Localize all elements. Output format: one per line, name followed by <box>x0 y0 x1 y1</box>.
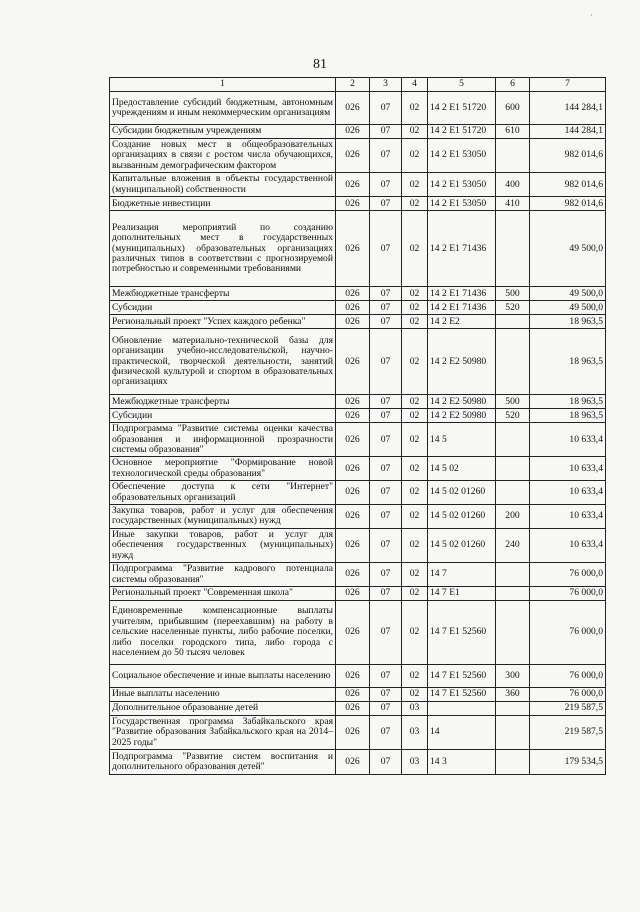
row-ved-cell: 026 <box>336 505 370 529</box>
row-name-cell: Единовременные компенсационные выплаты учителям, прибывшим (переехавшим) на работу в сельские населенные пункты, либо рабочие поселки, либо поселки городского типа, либо города с населением до 50 тысяч человек <box>110 600 336 664</box>
row-pr-cell: 02 <box>402 92 428 125</box>
row-rz-cell: 07 <box>370 409 402 423</box>
row-vr-cell <box>496 600 530 664</box>
row-rz-cell: 07 <box>370 395 402 409</box>
row-pr-cell: 02 <box>402 528 428 562</box>
row-ved-cell: 026 <box>336 139 370 173</box>
row-name-cell: Подпрограмма "Развитие систем воспитания и дополнительного образования детей" <box>110 750 336 775</box>
row-sum-cell: 10 633,4 <box>530 457 606 481</box>
row-vr-cell <box>496 701 530 715</box>
row-name-cell: Предоставление субсидий бюджетным, автономным учреждениям и иным некоммерческим организациям <box>110 92 336 125</box>
table-row <box>110 287 606 301</box>
column-header: 3 <box>370 78 402 92</box>
row-pr-cell: 02 <box>402 481 428 505</box>
row-ved-cell: 026 <box>336 600 370 664</box>
table-row <box>110 457 606 481</box>
row-vr-cell <box>496 715 530 749</box>
row-rz-cell: 07 <box>370 125 402 139</box>
row-name-cell: Капитальные вложения в объекты государственной (муниципальной) собственности <box>110 173 336 197</box>
row-sum-cell: 76 000,0 <box>530 586 606 600</box>
row-vr-cell <box>496 211 530 287</box>
table-row <box>110 687 606 701</box>
table-row <box>110 600 606 664</box>
row-rz-cell: 07 <box>370 329 402 395</box>
table-row <box>110 750 606 775</box>
row-rz-cell: 07 <box>370 197 402 211</box>
row-rz-cell: 07 <box>370 701 402 715</box>
row-rz-cell: 07 <box>370 687 402 701</box>
row-csr-cell: 14 <box>428 715 496 749</box>
row-sum-cell: 76 000,0 <box>530 687 606 701</box>
row-rz-cell: 07 <box>370 139 402 173</box>
row-name-cell: Создание новых мест в общеобразовательных организациях в связи с ростом числа обучающихся, вызванным демографическим фактором <box>110 139 336 173</box>
row-rz-cell: 07 <box>370 315 402 329</box>
table-row <box>110 423 606 457</box>
row-ved-cell: 026 <box>336 528 370 562</box>
row-name-cell: Субсидии <box>110 409 336 423</box>
row-ved-cell: 026 <box>336 750 370 775</box>
row-csr-cell: 14 3 <box>428 750 496 775</box>
row-name-cell: Государственная программа Забайкальского края "Развитие образования Забайкальского края на 2014–2025 годы" <box>110 715 336 749</box>
row-pr-cell: 02 <box>402 173 428 197</box>
table-row <box>110 315 606 329</box>
row-ved-cell: 026 <box>336 211 370 287</box>
table-row <box>110 139 606 173</box>
row-ved-cell: 026 <box>336 715 370 749</box>
row-csr-cell: 14 7 E1 52560 <box>428 687 496 701</box>
row-rz-cell: 07 <box>370 173 402 197</box>
row-vr-cell: 500 <box>496 287 530 301</box>
row-csr-cell: 14 2 E2 50980 <box>428 409 496 423</box>
row-pr-cell: 02 <box>402 395 428 409</box>
row-name-cell: Межбюджетные трансферты <box>110 287 336 301</box>
row-sum-cell: 982 014,6 <box>530 139 606 173</box>
row-vr-cell: 600 <box>496 92 530 125</box>
row-csr-cell: 14 5 02 01260 <box>428 505 496 529</box>
row-vr-cell <box>496 481 530 505</box>
row-pr-cell: 02 <box>402 457 428 481</box>
row-rz-cell: 07 <box>370 528 402 562</box>
table-row <box>110 409 606 423</box>
row-sum-cell: 49 500,0 <box>530 301 606 315</box>
row-pr-cell: 02 <box>402 586 428 600</box>
row-name-cell: Иные закупки товаров, работ и услуг для обеспечения государственных (муниципальных) нужд <box>110 528 336 562</box>
row-ved-cell: 026 <box>336 329 370 395</box>
column-header: 2 <box>336 78 370 92</box>
row-csr-cell: 14 2 E1 53050 <box>428 173 496 197</box>
row-sum-cell: 76 000,0 <box>530 664 606 687</box>
row-name-cell: Бюджетные инвестиции <box>110 197 336 211</box>
row-pr-cell: 03 <box>402 701 428 715</box>
row-sum-cell: 10 633,4 <box>530 505 606 529</box>
row-sum-cell: 219 587,5 <box>530 715 606 749</box>
row-rz-cell: 07 <box>370 481 402 505</box>
row-ved-cell: 026 <box>336 701 370 715</box>
row-rz-cell: 07 <box>370 600 402 664</box>
row-rz-cell: 07 <box>370 664 402 687</box>
row-pr-cell: 02 <box>402 197 428 211</box>
row-csr-cell: 14 2 E2 50980 <box>428 329 496 395</box>
row-ved-cell: 026 <box>336 125 370 139</box>
row-csr-cell: 14 7 <box>428 563 496 587</box>
row-sum-cell: 18 963,5 <box>530 315 606 329</box>
table-row <box>110 481 606 505</box>
row-ved-cell: 026 <box>336 173 370 197</box>
row-csr-cell: 14 2 E1 71436 <box>428 211 496 287</box>
row-sum-cell: 49 500,0 <box>530 211 606 287</box>
row-pr-cell: 02 <box>402 563 428 587</box>
row-vr-cell <box>496 315 530 329</box>
page-number: 81 <box>313 57 327 72</box>
table-row <box>110 528 606 562</box>
row-csr-cell: 14 2 E2 50980 <box>428 395 496 409</box>
row-rz-cell: 07 <box>370 563 402 587</box>
table-row <box>110 125 606 139</box>
row-ved-cell: 026 <box>336 287 370 301</box>
row-sum-cell: 18 963,5 <box>530 329 606 395</box>
row-pr-cell: 03 <box>402 715 428 749</box>
row-vr-cell: 520 <box>496 409 530 423</box>
row-pr-cell: 02 <box>402 301 428 315</box>
row-sum-cell: 219 587,5 <box>530 701 606 715</box>
row-sum-cell: 982 014,6 <box>530 173 606 197</box>
table-row <box>110 211 606 287</box>
row-name-cell: Подпрограмма "Развитие системы оценки качества образования и информационной прозрачности системы образования" <box>110 423 336 457</box>
row-vr-cell <box>496 139 530 173</box>
row-csr-cell: 14 7 E1 52560 <box>428 600 496 664</box>
row-ved-cell: 026 <box>336 395 370 409</box>
row-ved-cell: 026 <box>336 301 370 315</box>
corner-mark: · <box>590 10 593 20</box>
column-header: 7 <box>530 78 606 92</box>
row-csr-cell <box>428 701 496 715</box>
row-csr-cell: 14 5 02 <box>428 457 496 481</box>
row-pr-cell: 02 <box>402 139 428 173</box>
table-row <box>110 395 606 409</box>
row-vr-cell <box>496 457 530 481</box>
row-name-cell: Региональный проект "Успех каждого ребенка" <box>110 315 336 329</box>
row-rz-cell: 07 <box>370 211 402 287</box>
row-csr-cell: 14 5 02 01260 <box>428 481 496 505</box>
row-name-cell: Субсидии бюджетным учреждениям <box>110 125 336 139</box>
row-ved-cell: 026 <box>336 457 370 481</box>
row-csr-cell: 14 7 E1 <box>428 586 496 600</box>
row-pr-cell: 02 <box>402 125 428 139</box>
row-rz-cell: 07 <box>370 423 402 457</box>
row-name-cell: Закупка товаров, работ и услуг для обеспечения государственных (муниципальных) нужд <box>110 505 336 529</box>
row-name-cell: Основное мероприятие "Формирование новой технологической среды образования" <box>110 457 336 481</box>
row-ved-cell: 026 <box>336 423 370 457</box>
row-pr-cell: 02 <box>402 600 428 664</box>
row-ved-cell: 026 <box>336 409 370 423</box>
row-vr-cell: 610 <box>496 125 530 139</box>
header-row <box>110 78 606 92</box>
column-header: 5 <box>428 78 496 92</box>
row-ved-cell: 026 <box>336 92 370 125</box>
row-csr-cell: 14 2 E1 53050 <box>428 197 496 211</box>
row-vr-cell: 300 <box>496 664 530 687</box>
table-row <box>110 563 606 587</box>
row-name-cell: Субсидии <box>110 301 336 315</box>
table-row <box>110 173 606 197</box>
row-pr-cell: 02 <box>402 329 428 395</box>
table-row <box>110 505 606 529</box>
row-rz-cell: 07 <box>370 505 402 529</box>
row-csr-cell: 14 5 02 01260 <box>428 528 496 562</box>
row-sum-cell: 18 963,5 <box>530 395 606 409</box>
row-csr-cell: 14 2 E1 53050 <box>428 139 496 173</box>
row-sum-cell: 49 500,0 <box>530 287 606 301</box>
row-name-cell: Подпрограмма "Развитие кадрового потенциала системы образования" <box>110 563 336 587</box>
row-vr-cell: 500 <box>496 395 530 409</box>
row-ved-cell: 026 <box>336 586 370 600</box>
column-header: 6 <box>496 78 530 92</box>
row-vr-cell <box>496 750 530 775</box>
row-ved-cell: 026 <box>336 315 370 329</box>
row-name-cell: Обновление материально-технической базы для организации учебно-исследовательской, научно-практической, творческой деятельности, занятий физической культурой и спортом в образовательных организациях <box>110 329 336 395</box>
row-pr-cell: 02 <box>402 315 428 329</box>
row-vr-cell: 240 <box>496 528 530 562</box>
table-row <box>110 701 606 715</box>
row-sum-cell: 18 963,5 <box>530 409 606 423</box>
row-vr-cell <box>496 423 530 457</box>
row-rz-cell: 07 <box>370 457 402 481</box>
row-name-cell: Обеспечение доступа к сети "Интернет" образовательных организаций <box>110 481 336 505</box>
row-csr-cell: 14 5 <box>428 423 496 457</box>
row-ved-cell: 026 <box>336 563 370 587</box>
row-vr-cell <box>496 329 530 395</box>
row-sum-cell: 10 633,4 <box>530 423 606 457</box>
row-csr-cell: 14 7 E1 52560 <box>428 664 496 687</box>
row-vr-cell <box>496 586 530 600</box>
row-vr-cell: 400 <box>496 173 530 197</box>
row-sum-cell: 76 000,0 <box>530 600 606 664</box>
row-pr-cell: 02 <box>402 687 428 701</box>
row-csr-cell: 14 2 E1 51720 <box>428 92 496 125</box>
row-name-cell: Иные выплаты населению <box>110 687 336 701</box>
row-pr-cell: 03 <box>402 750 428 775</box>
row-sum-cell: 76 000,0 <box>530 563 606 587</box>
row-rz-cell: 07 <box>370 287 402 301</box>
row-sum-cell: 10 633,4 <box>530 528 606 562</box>
row-sum-cell: 179 534,5 <box>530 750 606 775</box>
row-name-cell: Социальное обеспечение и иные выплаты населению <box>110 664 336 687</box>
row-sum-cell: 144 284,1 <box>530 92 606 125</box>
row-sum-cell: 10 633,4 <box>530 481 606 505</box>
row-ved-cell: 026 <box>336 481 370 505</box>
row-csr-cell: 14 2 E1 51720 <box>428 125 496 139</box>
row-name-cell: Дополнительное образование детей <box>110 701 336 715</box>
row-pr-cell: 02 <box>402 423 428 457</box>
table-row <box>110 197 606 211</box>
row-sum-cell: 982 014,6 <box>530 197 606 211</box>
row-name-cell: Региональный проект "Современная школа" <box>110 586 336 600</box>
table-row <box>110 664 606 687</box>
row-ved-cell: 026 <box>336 197 370 211</box>
row-pr-cell: 02 <box>402 287 428 301</box>
row-vr-cell: 360 <box>496 687 530 701</box>
table-row <box>110 715 606 749</box>
row-ved-cell: 026 <box>336 664 370 687</box>
row-vr-cell <box>496 563 530 587</box>
row-pr-cell: 02 <box>402 505 428 529</box>
row-vr-cell: 200 <box>496 505 530 529</box>
row-vr-cell: 520 <box>496 301 530 315</box>
row-vr-cell: 410 <box>496 197 530 211</box>
row-ved-cell: 026 <box>336 687 370 701</box>
row-pr-cell: 02 <box>402 664 428 687</box>
row-rz-cell: 07 <box>370 586 402 600</box>
row-pr-cell: 02 <box>402 211 428 287</box>
row-csr-cell: 14 2 E1 71436 <box>428 287 496 301</box>
table-row <box>110 301 606 315</box>
row-pr-cell: 02 <box>402 409 428 423</box>
row-rz-cell: 07 <box>370 715 402 749</box>
table-row <box>110 586 606 600</box>
row-sum-cell: 144 284,1 <box>530 125 606 139</box>
row-rz-cell: 07 <box>370 750 402 775</box>
table-row <box>110 329 606 395</box>
column-header: 4 <box>402 78 428 92</box>
column-header: 1 <box>110 78 336 92</box>
table-row <box>110 92 606 125</box>
row-name-cell: Реализация мероприятий по созданию дополнительных мест в государственных (муниципальных) образовательных организациях различных типов в соответствии с прогнозируемой потребностью и современными требованиями <box>110 211 336 287</box>
row-rz-cell: 07 <box>370 301 402 315</box>
row-rz-cell: 07 <box>370 92 402 125</box>
row-csr-cell: 14 2 E2 <box>428 315 496 329</box>
row-name-cell: Межбюджетные трансферты <box>110 395 336 409</box>
row-csr-cell: 14 2 E1 71436 <box>428 301 496 315</box>
budget-table <box>109 77 606 775</box>
